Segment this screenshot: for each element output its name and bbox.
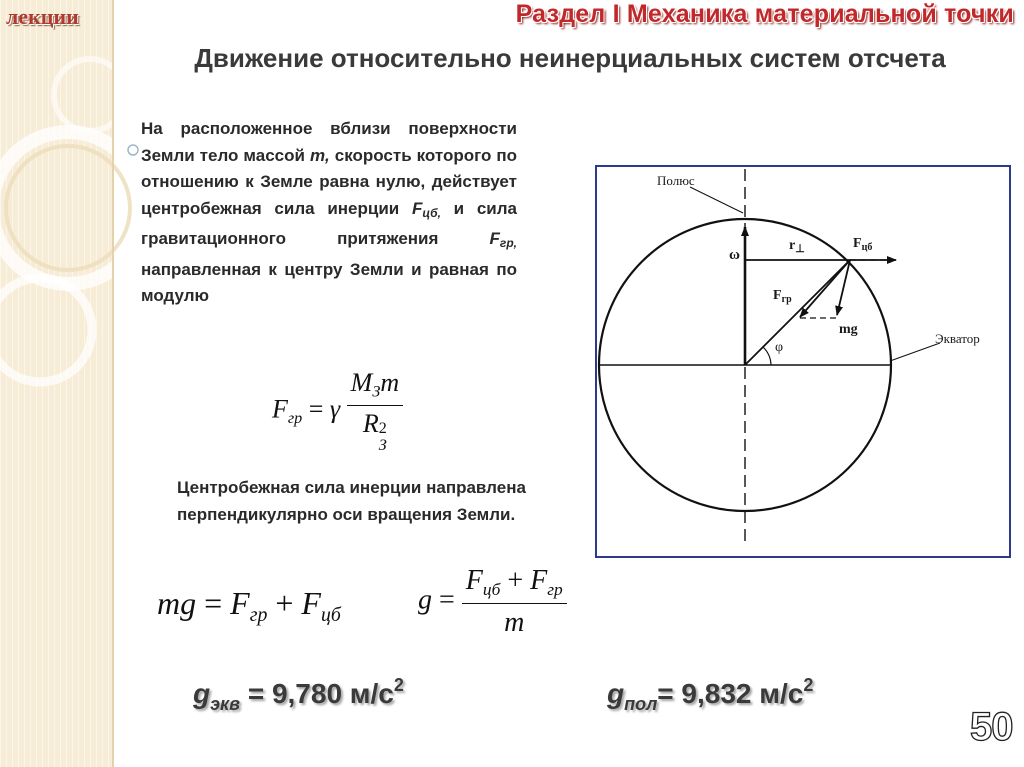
g-equator-value: $g_{экв} = 9,780$ $м/с^2$: [193, 675, 404, 714]
decorative-circles: [0, 0, 150, 767]
centrifugal-note: Центробежная сила инерции направлена перпендикулярно оси вращения Земли.: [177, 478, 526, 524]
g-pole-value: $g_{пол}= 9,832$ $м/с^2$: [607, 675, 814, 714]
section-header: Раздел I Механика материальной точки: [515, 0, 1014, 28]
equator-label: Экватор: [935, 331, 980, 346]
fcb-symbol: $F_{цб,}$: [412, 198, 441, 220]
g-formula: g = $\frac{F_{цб} + F_{гр}}{m}$: [418, 565, 567, 639]
pole-label: Полюс: [657, 173, 695, 188]
fgr-symbol: $F_{гр,}$: [489, 229, 517, 250]
earth-diagram: [595, 165, 1011, 558]
mg-label: mg: [839, 322, 858, 337]
r-perp-label: $r_\perp$: [789, 238, 805, 255]
slide-title: Движение относительно неинерциальных систем отсчета: [194, 43, 946, 73]
phi-label: φ: [775, 340, 784, 355]
sidebar-divider: [112, 0, 114, 767]
weight-formula: mg = $F_{гр} + F_{цб}$: [157, 585, 341, 626]
intro-paragraph: На расположенное вблизи поверхности Земли тело массой m, скорость которого по отношению к Земле равна нулю, действует центробежная сила инерции $F_{цб,}$ и сила гравитационного притяжения $F_{гр,}$ направленная к центру Земли и равная по модулю: [141, 119, 517, 305]
page-number: 50: [970, 705, 1013, 749]
lectures-label: лекции: [6, 4, 79, 29]
omega-label: ω: [729, 247, 740, 263]
fgr-label: $F_{гр}$: [773, 288, 792, 305]
gravity-formula: $F_{гр} = \gamma$ $M_Зm$ R 2 З: [272, 368, 403, 455]
mass-symbol: m,: [309, 145, 330, 165]
fcb-label: $F_{цб}$: [853, 236, 873, 253]
